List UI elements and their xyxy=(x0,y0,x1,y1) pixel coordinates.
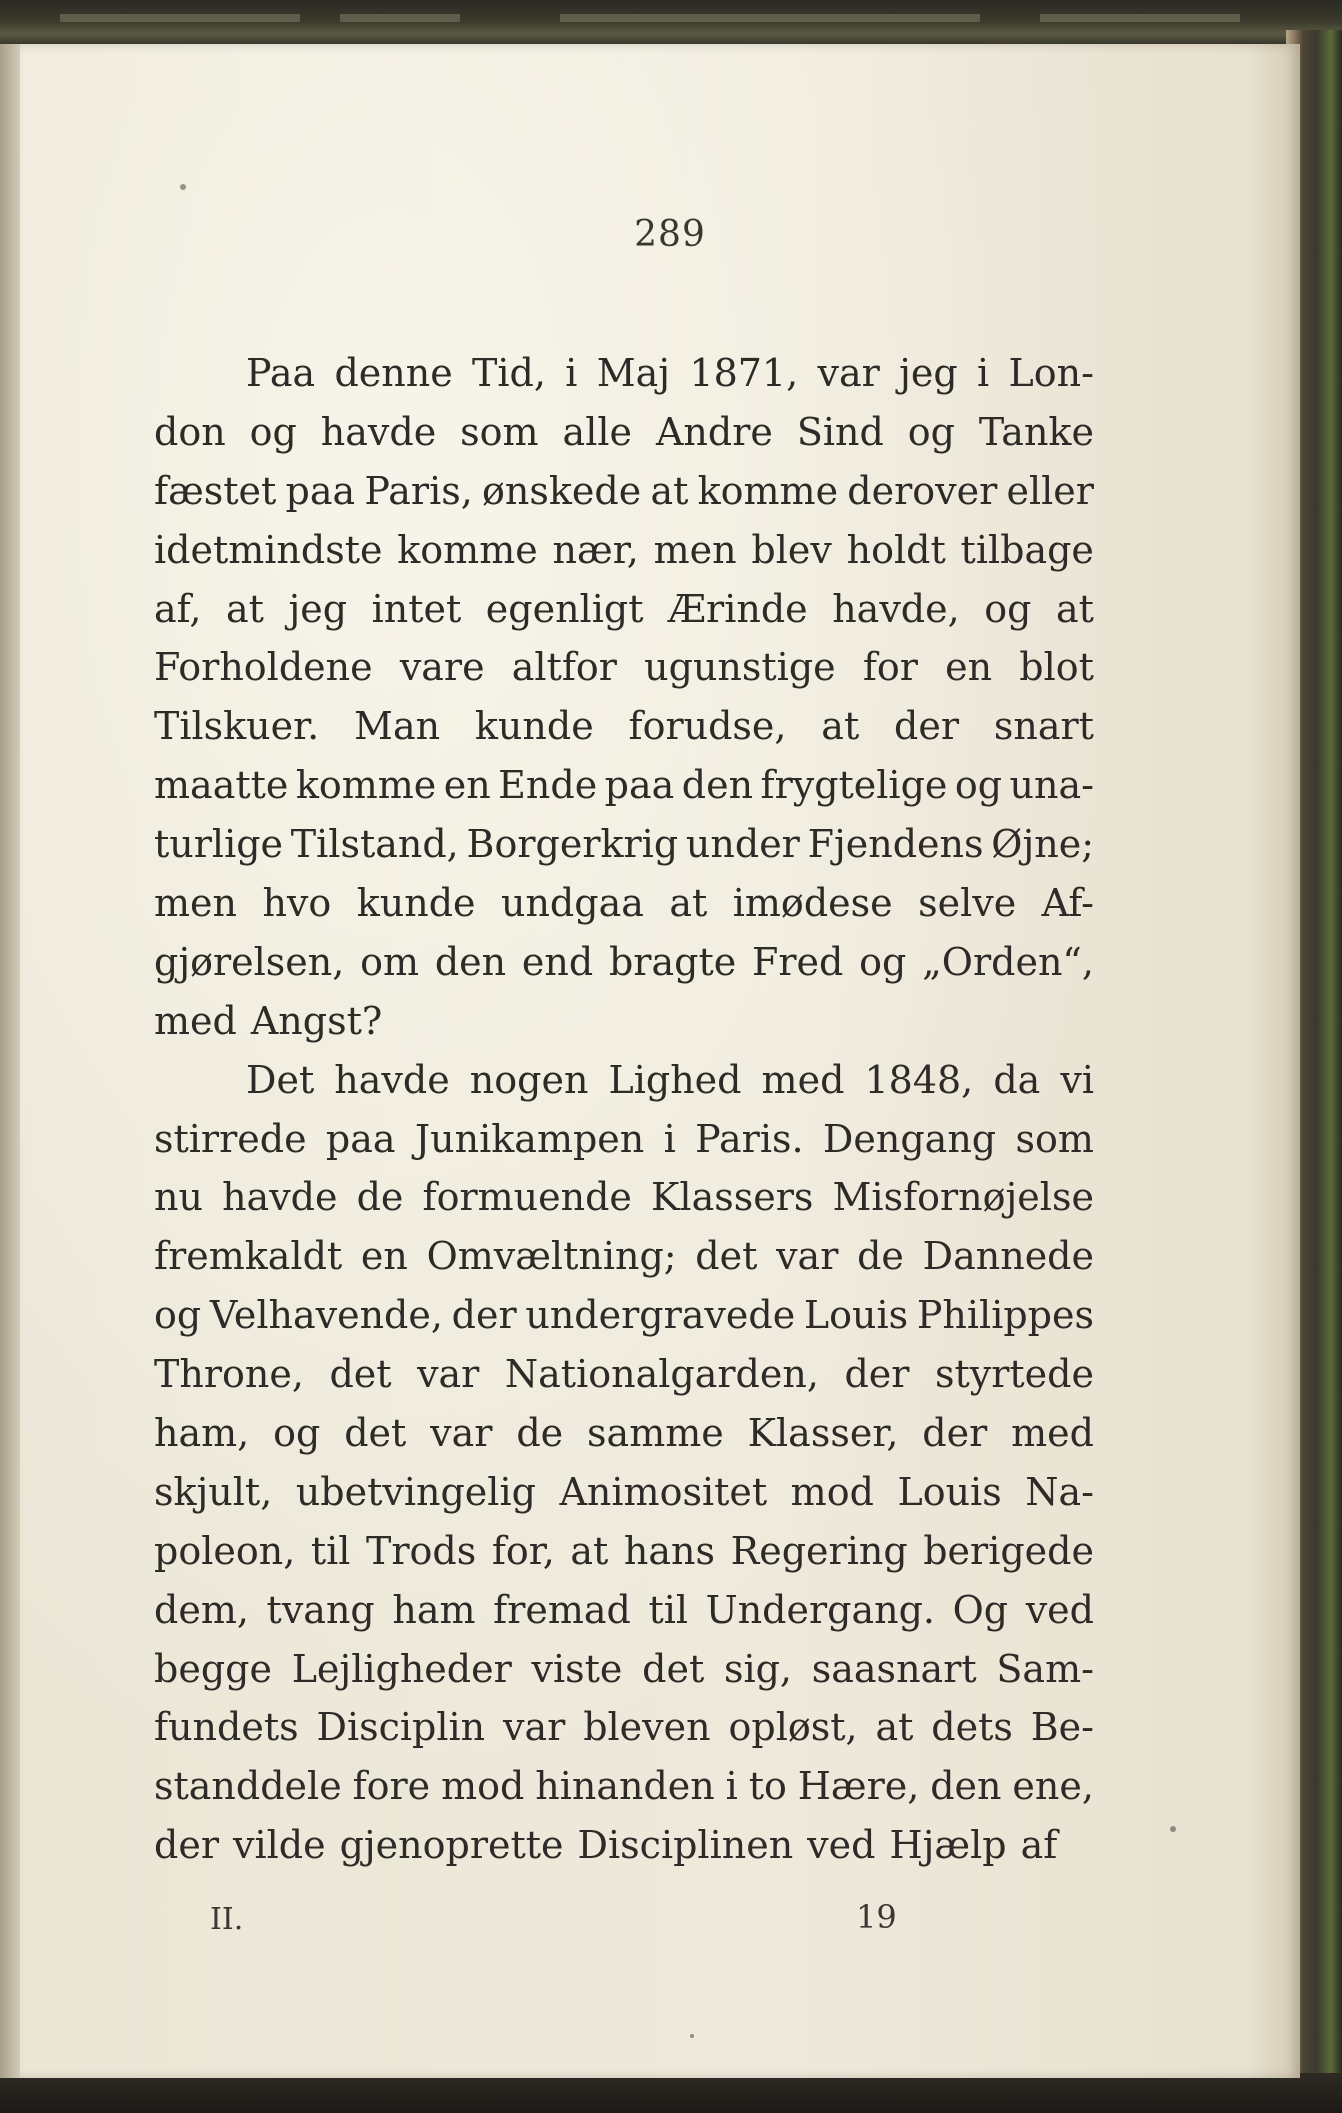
word: maatte xyxy=(154,763,289,808)
word: forudse, xyxy=(628,704,787,749)
word: Regering xyxy=(730,1528,908,1573)
word: poleon, xyxy=(154,1528,296,1573)
word: Tanke xyxy=(978,409,1094,454)
word: det xyxy=(642,1646,705,1691)
word: Lejligheder xyxy=(291,1646,512,1691)
word: fundets xyxy=(154,1705,299,1750)
word: da xyxy=(993,1057,1041,1102)
word: Lighed xyxy=(608,1057,742,1102)
paper-speck xyxy=(180,184,186,190)
word: de xyxy=(857,1234,904,1279)
word: hvo xyxy=(262,881,332,926)
word: Na- xyxy=(1025,1469,1094,1514)
word: Borgerkrig xyxy=(466,822,679,867)
binding-mark xyxy=(560,14,980,22)
word: ved xyxy=(1025,1587,1094,1632)
word: med xyxy=(1011,1411,1094,1456)
book-binding-top xyxy=(0,0,1342,48)
word: una- xyxy=(1009,763,1094,808)
word: jeg xyxy=(899,351,958,395)
word: ene, xyxy=(1012,1764,1094,1809)
word: Fjendens xyxy=(807,822,984,867)
text-line xyxy=(154,1110,1094,1169)
word: Paa xyxy=(246,351,316,395)
text-line xyxy=(154,1168,1094,1227)
word: nu xyxy=(154,1175,203,1220)
word: nogen xyxy=(469,1057,589,1102)
word: hinanden xyxy=(535,1764,715,1809)
word: at xyxy=(821,704,860,749)
word: og xyxy=(154,1293,202,1338)
word: havde xyxy=(320,409,437,454)
word: Dannede xyxy=(922,1234,1094,1279)
word: Hære, xyxy=(797,1764,920,1809)
word: Maj xyxy=(596,351,671,395)
book-binding-bottom xyxy=(0,2073,1342,2113)
word: bragte xyxy=(608,939,737,984)
word: af xyxy=(1020,1823,1058,1868)
word: var xyxy=(776,1234,839,1279)
word: Fred xyxy=(752,939,844,984)
paper-speck xyxy=(1170,1826,1176,1832)
word: Forholdene xyxy=(154,645,373,690)
word: Be- xyxy=(1030,1705,1094,1750)
word: Og xyxy=(952,1587,1009,1632)
word: og xyxy=(907,409,955,454)
word: undgaa xyxy=(500,881,644,926)
word: ved xyxy=(807,1823,876,1868)
word: sig, xyxy=(723,1646,793,1691)
word: som xyxy=(460,409,539,454)
word: var xyxy=(430,1411,493,1456)
word: Junikampen xyxy=(414,1116,645,1161)
word: Trods xyxy=(366,1528,477,1573)
word: paa xyxy=(325,1116,396,1161)
word: denne xyxy=(334,351,453,395)
word: berigede xyxy=(923,1528,1094,1573)
word: havde, xyxy=(832,586,960,631)
text-line xyxy=(154,1698,1094,1757)
word: at xyxy=(650,468,689,513)
word: altfor xyxy=(511,645,617,690)
word: der xyxy=(844,1352,910,1397)
binding-mark xyxy=(1040,14,1240,22)
word: det xyxy=(695,1234,758,1279)
word: at xyxy=(570,1528,609,1573)
word: Louis xyxy=(897,1469,1002,1514)
word: dem, xyxy=(154,1587,249,1632)
word: standdele xyxy=(154,1764,342,1809)
word: viste xyxy=(531,1646,623,1691)
word: til xyxy=(310,1528,351,1573)
word: Af- xyxy=(1041,881,1094,926)
word: Tilskuer. xyxy=(154,704,320,749)
word: Undergang. xyxy=(705,1587,936,1632)
word: tvang xyxy=(266,1587,375,1632)
text-line xyxy=(154,1581,1094,1640)
word: intet xyxy=(371,586,462,631)
text-line xyxy=(154,992,1094,1051)
word: fremad xyxy=(493,1587,631,1632)
word: Omvæltning; xyxy=(426,1234,677,1279)
text-line xyxy=(154,1051,1094,1110)
word: Klassers xyxy=(651,1175,814,1220)
text-line xyxy=(154,697,1094,756)
word: frygtelige xyxy=(760,763,948,808)
paper-speck xyxy=(690,2034,694,2038)
word: egenligt xyxy=(485,586,644,631)
word: Misfornøjelse xyxy=(832,1175,1094,1220)
word: Tid, xyxy=(472,351,546,395)
word: var xyxy=(503,1705,566,1750)
word: ugunstige xyxy=(644,645,836,690)
word: jeg xyxy=(288,586,348,631)
word: undergravede xyxy=(525,1293,796,1338)
word: Sind xyxy=(796,409,884,454)
word: Animositet xyxy=(559,1469,768,1514)
word: vi xyxy=(1060,1057,1094,1102)
word: der xyxy=(451,1293,517,1338)
word: opløst, xyxy=(728,1705,858,1750)
word: selve xyxy=(918,881,1017,926)
body-text xyxy=(154,344,1094,1875)
word: der xyxy=(154,1823,219,1868)
word: i xyxy=(725,1764,738,1809)
word: at xyxy=(875,1705,914,1750)
word: i xyxy=(565,351,578,395)
word: komme xyxy=(697,468,839,513)
word: for, xyxy=(491,1528,555,1573)
word: Paris. xyxy=(695,1116,804,1161)
word: en xyxy=(945,645,993,690)
word: Angst? xyxy=(250,998,383,1043)
word: og xyxy=(859,939,907,984)
word: nær, xyxy=(552,527,639,572)
word: mod xyxy=(790,1469,874,1514)
word: idetmindste xyxy=(154,527,383,572)
text-line xyxy=(154,933,1094,992)
word: i xyxy=(977,351,990,395)
word: alle xyxy=(562,409,632,454)
text-line xyxy=(154,1227,1094,1286)
word: snart xyxy=(993,704,1094,749)
word: Nationalgarden, xyxy=(504,1352,819,1397)
word: Louis xyxy=(803,1293,909,1338)
word: saasnart xyxy=(811,1646,977,1691)
word: med xyxy=(761,1057,845,1102)
text-line xyxy=(154,1463,1094,1522)
word: til xyxy=(648,1587,689,1632)
word: at xyxy=(225,586,264,631)
word: det xyxy=(329,1352,392,1397)
text-line xyxy=(154,1286,1094,1345)
text-line xyxy=(154,756,1094,815)
word: turlige xyxy=(154,822,284,867)
word: i xyxy=(663,1116,676,1161)
word: gjørelsen, xyxy=(154,939,345,984)
text-line xyxy=(154,815,1094,874)
word: den xyxy=(434,939,507,984)
word: Ærinde xyxy=(668,586,808,631)
word: ønskede xyxy=(482,468,642,513)
word: det xyxy=(344,1411,407,1456)
word: som xyxy=(1015,1116,1094,1161)
text-line xyxy=(154,344,1094,403)
word: formuende xyxy=(422,1175,632,1220)
text-line xyxy=(154,1522,1094,1581)
text-line xyxy=(154,1757,1094,1816)
word: samme xyxy=(587,1411,724,1456)
word: Klasser, xyxy=(747,1411,899,1456)
word: Throne, xyxy=(154,1352,304,1397)
word: og xyxy=(984,586,1032,631)
word: fremkaldt xyxy=(154,1234,343,1279)
word: og xyxy=(249,409,297,454)
word: skjult, xyxy=(154,1469,273,1514)
word: en xyxy=(360,1234,408,1279)
text-line xyxy=(154,874,1094,933)
word: derover xyxy=(847,468,998,513)
word: en xyxy=(443,763,491,808)
word: ham, xyxy=(154,1411,250,1456)
word: der xyxy=(894,704,960,749)
word: vilde xyxy=(232,1823,326,1868)
word: paa xyxy=(285,468,356,513)
binding-mark xyxy=(340,14,460,22)
text-line xyxy=(154,1816,1094,1875)
text-line xyxy=(154,1404,1094,1463)
binding-mark xyxy=(60,14,300,22)
word: Andre xyxy=(655,409,773,454)
word: komme xyxy=(397,527,538,572)
word: Sam- xyxy=(996,1646,1094,1691)
word: kunde xyxy=(474,704,594,749)
text-line xyxy=(154,580,1094,639)
word: kunde xyxy=(356,881,476,926)
word: men xyxy=(154,881,237,926)
word: dets xyxy=(931,1705,1013,1750)
word: der xyxy=(922,1411,988,1456)
word: havde xyxy=(334,1057,450,1102)
word: Man xyxy=(354,704,441,749)
word: fore xyxy=(352,1764,431,1809)
page-number: 289 xyxy=(634,214,706,255)
word: Ende xyxy=(498,763,598,808)
word: bleven xyxy=(583,1705,711,1750)
word: end xyxy=(521,939,594,984)
word: komme xyxy=(295,763,437,808)
word: Velhavende, xyxy=(209,1293,443,1338)
word: hans xyxy=(623,1528,716,1573)
word: Disciplin xyxy=(316,1705,486,1750)
word: den xyxy=(681,763,754,808)
word: Disciplinen xyxy=(577,1823,794,1868)
word: med xyxy=(154,998,237,1043)
word: eller xyxy=(1006,468,1094,513)
word: Lon- xyxy=(1008,351,1094,395)
word: Paris, xyxy=(364,468,473,513)
word: Tilstand, xyxy=(290,822,459,867)
word: de xyxy=(516,1411,564,1456)
word: for xyxy=(862,645,918,690)
word: stirrede xyxy=(154,1116,307,1161)
text-line xyxy=(154,1345,1094,1404)
word: de xyxy=(356,1175,404,1220)
word: Dengang xyxy=(822,1116,997,1161)
sheet-number: 19 xyxy=(856,1898,897,1936)
word: om xyxy=(360,939,420,984)
word: gjenoprette xyxy=(339,1823,564,1868)
word: styrtede xyxy=(934,1352,1094,1397)
word: to xyxy=(748,1764,787,1809)
text-line xyxy=(154,521,1094,580)
word: begge xyxy=(154,1646,272,1691)
word: fæstet xyxy=(154,468,277,513)
word: at xyxy=(1055,586,1094,631)
signature-mark: II. xyxy=(210,1902,244,1937)
text-line xyxy=(154,638,1094,697)
word: men xyxy=(653,527,737,572)
word: og xyxy=(954,763,1003,808)
word: den xyxy=(930,1764,1002,1809)
text-line xyxy=(154,1640,1094,1699)
word: havde xyxy=(222,1175,338,1220)
word: „Orden“, xyxy=(922,939,1094,984)
text-line xyxy=(154,462,1094,521)
word: at xyxy=(669,881,708,926)
word: ubetvingelig xyxy=(295,1469,536,1514)
word: og xyxy=(273,1411,321,1456)
word: Øjne; xyxy=(991,822,1094,867)
word: Det xyxy=(246,1057,315,1102)
word: imødese xyxy=(732,881,893,926)
word: Hjælp xyxy=(889,1823,1007,1868)
word: mod xyxy=(441,1764,525,1809)
word: blot xyxy=(1019,645,1094,690)
word: don xyxy=(154,409,226,454)
word: under xyxy=(685,822,800,867)
word: var xyxy=(817,351,880,395)
word: ham xyxy=(392,1587,476,1632)
book-page xyxy=(0,44,1300,2078)
word: var xyxy=(417,1352,480,1397)
page-gutter xyxy=(0,44,20,2078)
word: holdt xyxy=(846,527,946,572)
text-line xyxy=(154,403,1094,462)
word: tilbage xyxy=(960,527,1094,572)
word: blev xyxy=(751,527,832,572)
word: 1871, xyxy=(689,351,799,395)
word: vare xyxy=(399,645,485,690)
word: Philippes xyxy=(916,1293,1094,1338)
word: af, xyxy=(154,586,202,631)
word: paa xyxy=(604,763,675,808)
word: 1848, xyxy=(864,1057,974,1102)
